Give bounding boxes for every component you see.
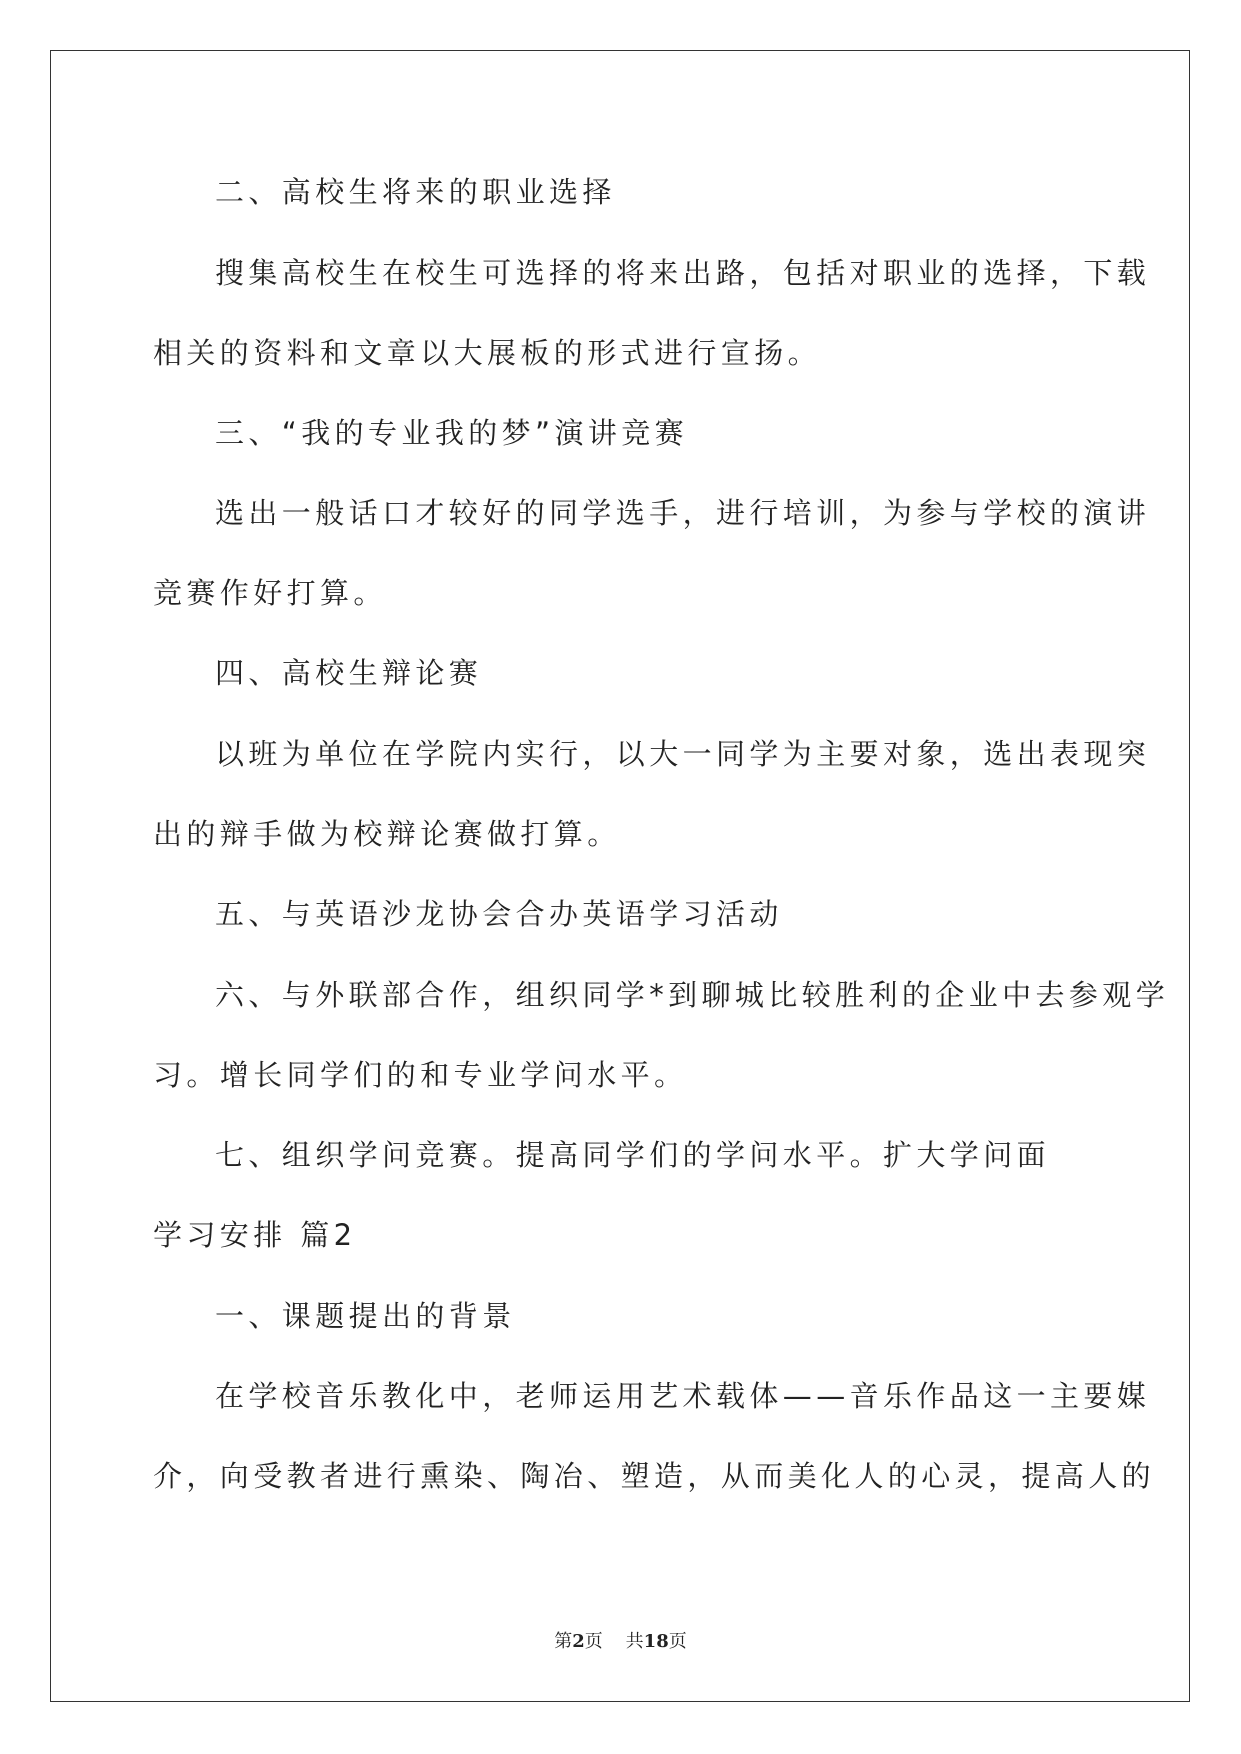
section-heading-6: 六、与外联部合作，组织同学*到聊城比较胜利的企业中去参观学 <box>215 978 1170 1012</box>
paragraph-line: 在学校音乐教化中，老师运用艺术载体——音乐作品这一主要媒 <box>215 1379 1151 1413</box>
total-page-count: 18 <box>643 1631 669 1652</box>
paragraph-line: 选出一般话口才较好的同学选手，进行培训，为参与学校的演讲 <box>215 496 1151 530</box>
paragraph-line: 搜集高校生在校生可选择的将来出路，包括对职业的选择，下载 <box>215 256 1151 290</box>
section-heading-7: 七、组织学问竞赛。提高同学们的学问水平。扩大学问面 <box>215 1138 1051 1172</box>
footer-page-suffix: 页 <box>584 1631 603 1652</box>
section-heading-5: 五、与英语沙龙协会合办英语学习活动 <box>215 897 783 931</box>
page-border <box>50 50 1190 1702</box>
paragraph-line: 出的辩手做为校辩论赛做打算。 <box>153 817 621 851</box>
paragraph-line: 相关的资料和文章以大展板的形式进行宣扬。 <box>153 336 822 370</box>
paragraph-line: 以班为单位在学院内实行，以大一同学为主要对象，选出表现突 <box>215 737 1151 771</box>
current-page-number: 2 <box>572 1631 585 1652</box>
article-title: 学习安排 篇2 <box>153 1218 357 1252</box>
section-heading-3: 三、“我的专业我的梦”演讲竞赛 <box>215 416 689 450</box>
footer-total-suffix: 页 <box>668 1631 687 1652</box>
footer-total-prefix: 共 <box>625 1631 644 1652</box>
section-heading-2: 二、高校生将来的职业选择 <box>215 175 616 209</box>
paragraph-line: 习。增长同学们的和专业学问水平。 <box>153 1058 688 1092</box>
footer-prefix: 第 <box>554 1631 573 1652</box>
section-heading-1: 一、课题提出的背景 <box>215 1299 516 1333</box>
paragraph-line: 介，向受教者进行熏染、陶冶、塑造，从而美化人的心灵，提高人的 <box>153 1459 1156 1493</box>
page-footer <box>0 1627 1241 1653</box>
section-heading-4: 四、高校生辩论赛 <box>215 656 483 690</box>
paragraph-line: 竞赛作好打算。 <box>153 576 387 610</box>
